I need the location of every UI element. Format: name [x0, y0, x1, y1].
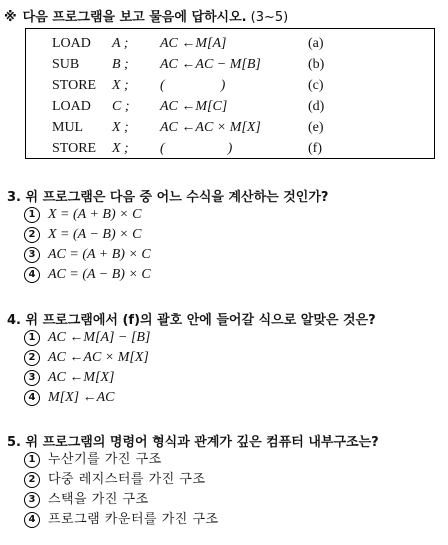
q5-option-2[interactable]	[24, 470, 206, 490]
q3-option-1[interactable]	[24, 205, 141, 225]
operand: B ;	[112, 57, 129, 72]
option-number: 1	[24, 207, 40, 223]
line-tag: (b)	[308, 57, 325, 72]
operand: A ;	[112, 36, 129, 51]
program-line	[26, 33, 434, 54]
register-transfer: AC ←AC × M[X]	[160, 120, 261, 135]
option-text: AC ←M[A] − [B]	[48, 330, 151, 345]
register-transfer-blank: ( )	[160, 78, 226, 93]
q5-option-1[interactable]	[24, 450, 162, 470]
question-3: 3. 위 프로그램은 다음 중 어느 수식을 계산하는 것인가?	[7, 190, 329, 205]
option-text: 누산기를 가진 구조	[48, 452, 162, 467]
opcode: SUB	[52, 57, 80, 72]
option-text: 다중 레지스터를 가진 구조	[48, 472, 206, 487]
q5-option-4[interactable]	[24, 510, 219, 530]
q5-option-3[interactable]	[24, 490, 149, 510]
opcode: LOAD	[52, 36, 91, 51]
option-text: M[X] ←AC	[48, 390, 115, 405]
q3-option-2[interactable]	[24, 225, 141, 245]
question-range: (3~5)	[250, 10, 289, 25]
register-transfer: AC ←AC − M[B]	[160, 57, 261, 72]
option-text: X = (A − B) × C	[48, 227, 142, 242]
intro-instruction	[4, 6, 288, 25]
option-text: AC ←AC × M[X]	[48, 350, 149, 365]
q3-option-3[interactable]	[24, 245, 151, 265]
opcode: STORE	[52, 78, 97, 93]
q4-option-4[interactable]	[24, 388, 115, 408]
operand: X ;	[112, 120, 129, 135]
option-number: 3	[24, 492, 40, 508]
operand: X ;	[112, 78, 129, 93]
program-line	[26, 54, 434, 75]
q4-option-3[interactable]	[24, 368, 115, 388]
program-line	[26, 96, 434, 117]
option-number: 2	[24, 227, 40, 243]
register-transfer-blank: ( )	[160, 141, 233, 156]
option-text: X = (A + B) × C	[48, 207, 142, 222]
opcode: MUL	[52, 120, 84, 135]
program-line	[26, 138, 434, 159]
option-number: 3	[24, 370, 40, 386]
reference-mark: ※	[4, 10, 17, 25]
operand: X ;	[112, 141, 129, 156]
option-number: 4	[24, 512, 40, 528]
opcode: STORE	[52, 141, 97, 156]
option-number: 1	[24, 452, 40, 468]
q3-option-4[interactable]	[24, 265, 151, 285]
q4-option-1[interactable]	[24, 328, 150, 348]
line-tag: (a)	[308, 36, 324, 51]
option-number: 2	[24, 350, 40, 366]
operand: C ;	[112, 99, 130, 114]
line-tag: (c)	[308, 78, 324, 93]
option-number: 4	[24, 390, 40, 406]
option-number: 4	[24, 267, 40, 283]
option-text: AC = (A − B) × C	[48, 267, 151, 282]
line-tag: (f)	[308, 141, 322, 156]
q4-option-2[interactable]	[24, 348, 149, 368]
question-4: 4. 위 프로그램에서 (f)의 괄호 안에 들어갈 식으로 알맞은 것은?	[7, 313, 376, 328]
line-tag: (d)	[308, 99, 325, 114]
register-transfer: AC ←M[A]	[160, 36, 227, 51]
opcode: LOAD	[52, 99, 91, 114]
option-number: 1	[24, 330, 40, 346]
register-transfer: AC ←M[C]	[160, 99, 228, 114]
option-number: 2	[24, 472, 40, 488]
program-line	[26, 117, 434, 138]
program-listing	[25, 28, 435, 159]
option-text: 프로그램 카운터를 가진 구조	[48, 512, 219, 527]
intro-text: 다음 프로그램을 보고 물음에 답하시오.	[22, 10, 247, 25]
option-text: AC ←M[X]	[48, 370, 115, 385]
option-text: AC = (A + B) × C	[48, 247, 151, 262]
option-text: 스택을 가진 구조	[48, 492, 149, 507]
line-tag: (e)	[308, 120, 324, 135]
option-number: 3	[24, 247, 40, 263]
program-line	[26, 75, 434, 96]
question-5: 5. 위 프로그램의 명령어 형식과 관계가 깊은 컴퓨터 내부구조는?	[7, 435, 379, 450]
